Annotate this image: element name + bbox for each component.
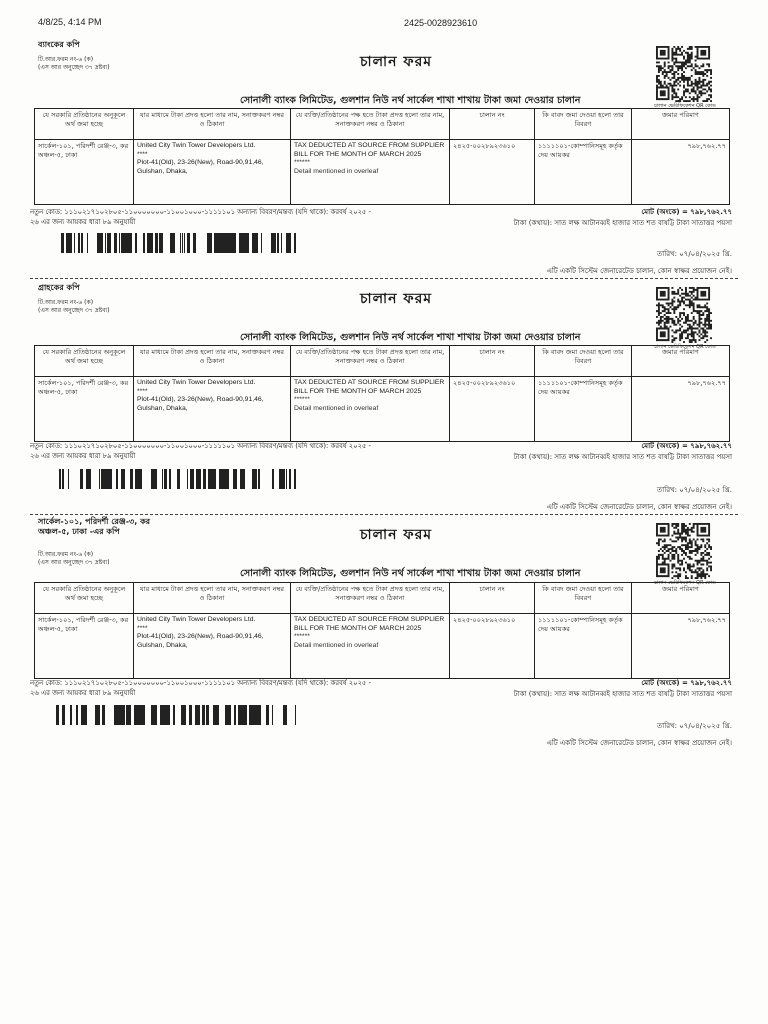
- description-cell: ১১১১১০১-কোম্পানিসমূহ কর্তৃক দেয় আয়কর: [535, 140, 632, 205]
- col-header-challan-no: চালান নং: [450, 583, 535, 614]
- col-header-amount: জমার পরিমাণ: [632, 583, 730, 614]
- office-cell: সার্কেল-১০১, পরিদর্শী রেঞ্জ-৩, কর অঞ্চল-৫, ঢাকা: [35, 614, 134, 679]
- code-line: নতুন কোড: ১১১০২১৭১০২৮০৫-১১০০০০০০০-১১০০১০০০-১১১১১০১ অন্যান্য বিবরণ/মন্তব্য (যদি থাকে): করবর্ষ ২০২৫ -: [30, 442, 371, 450]
- col-header-description: কি বাবদ জমা দেওয়া হলো তার বিবরণ: [535, 583, 632, 614]
- col-header-behalf: যে ব্যক্তি/প্রতিষ্ঠানের পক্ষ হতে টাকা প্রদত্ত হলো তার নাম, সনাক্তকরণ নম্বর ও ঠিকানা: [291, 109, 450, 140]
- total-amount: মোট (অংকে) = ৭৯৮,৭৬২.৭৭: [641, 208, 732, 216]
- qr-code-icon: [652, 523, 716, 579]
- barcode-icon: [56, 469, 296, 489]
- payer-name: United City Twin Tower Developers Ltd.: [137, 142, 256, 149]
- copy-label: গ্রাহকের কপি: [38, 283, 80, 292]
- col-header-payer: যার মাধ্যমে টাকা প্রদত্ত হলো তার নাম, সনাক্তকরণ নম্বর ও ঠিকানা: [134, 109, 291, 140]
- col-header-payer: যার মাধ্যমে টাকা প্রদত্ত হলো তার নাম, সনাক্তকরণ নম্বর ও ঠিকানা: [134, 346, 291, 377]
- form-reference: (এস আর অনুচ্ছেদ ৩৭ দ্রষ্টব্য): [38, 64, 110, 71]
- col-header-challan-no: চালান নং: [450, 346, 535, 377]
- challan-section-office-copy: [30, 517, 738, 757]
- total-amount: মোট (অংকে) = ৭৯৮,৭৬২.৭৭: [641, 679, 732, 687]
- challan-section-bank-copy: [30, 40, 738, 280]
- purpose-cell: [291, 140, 450, 205]
- purpose-cell: [291, 377, 450, 442]
- col-header-challan-no: চালান নং: [450, 109, 535, 140]
- detail-note: Detail mentioned in overleaf: [294, 167, 379, 175]
- challan-id-header: 2425-0028923610: [404, 18, 478, 28]
- cut-line: [30, 514, 738, 515]
- table-row: [35, 140, 730, 205]
- qr-code-icon: [652, 46, 716, 102]
- challan-no-cell: ২৪২৫-০০২৮৯২৩৬১০: [450, 140, 535, 205]
- office-cell: সার্কেল-১০১, পরিদর্শী রেঞ্জ-৩, কর অঞ্চল-৫, ঢাকা: [35, 377, 134, 442]
- detail-note: Detail mentioned in overleaf: [294, 641, 379, 649]
- amount-in-words: টাকা (কথায়): সাত লক্ষ আটানব্বই হাজার সাত শত বাষট্টি টাকা সাতাত্তর পয়সা: [513, 690, 732, 698]
- col-header-behalf: যে ব্যক্তি/প্রতিষ্ঠানের পক্ষ হতে টাকা প্রদত্ত হলো তার নাম, সনাক্তকরণ নম্বর ও ঠিকানা: [291, 583, 450, 614]
- code-line: নতুন কোড: ১১১০২১৭১০২৮০৫-১১০০০০০০০-১১০০১০০০-১১১১১০১ অন্যান্য বিবরণ/মন্তব্য (যদি থাকে): করবর্ষ ২০২৫ -: [30, 679, 371, 687]
- description-cell: ১১১১১০১-কোম্পানিসমূহ কর্তৃক দেয় আয়কর: [535, 614, 632, 679]
- form-number: টি.আর.ফরম নং-৬ (ক): [38, 56, 94, 63]
- qr-caption: চালান ভেরিফিকেশন QR কোড: [654, 103, 716, 109]
- col-header-payer: যার মাধ্যমে টাকা প্রদত্ত হলো তার নাম, সনাক্তকরণ নম্বর ও ঠিকানা: [134, 583, 291, 614]
- col-header-description: কি বাবদ জমা দেওয়া হলো তার বিবরণ: [535, 109, 632, 140]
- payer-name: United City Twin Tower Developers Ltd.: [137, 616, 256, 623]
- payer-address: Plot-41(Old), 23-26(New), Road-90,91,46, Gulshan, Dhaka,: [137, 396, 264, 412]
- detail-note: Detail mentioned in overleaf: [294, 404, 379, 412]
- system-generated-note: এটি একটি সিস্টেম জেনারেটেড চালান, কোন স্বাক্ষর প্রয়োজন নেই।: [546, 503, 732, 511]
- amount-cell: ৭৯৮,৭৬২.৭৭: [632, 614, 730, 679]
- qr-caption: চালান ভেরিফিকেশন QR কোড: [654, 344, 716, 350]
- copy-label: ব্যাংকের কপি: [38, 40, 80, 49]
- system-generated-note: এটি একটি সিস্টেম জেনারেটেড চালান, কোন স্বাক্ষর প্রয়োজন নেই।: [546, 739, 732, 747]
- payer-address: Plot-41(Old), 23-26(New), Road-90,91,46, Gulshan, Dhaka,: [137, 633, 264, 649]
- bank-branch-line: সোনালী ব্যাংক লিমিটেড, গুলশান নিউ নর্থ সার্কেল শাখা শাখায় টাকা জমা দেওয়ার চালান: [240, 332, 581, 343]
- payer-name: United City Twin Tower Developers Ltd.: [137, 379, 256, 386]
- purpose-text: TAX DEDUCTED AT SOURCE FROM SUPPLIER BILL FOR THE MONTH OF MARCH 2025: [294, 616, 445, 632]
- payer-cell: [134, 140, 291, 205]
- payer-id-masked: ****: [137, 150, 148, 158]
- amount-in-words: টাকা (কথায়): সাত লক্ষ আটানব্বই হাজার সাত শত বাষট্টি টাকা সাতাত্তর পয়সা: [513, 453, 732, 461]
- form-number: টি.আর.ফরম নং-৬ (ক): [38, 299, 94, 306]
- barcode-icon: [56, 233, 296, 253]
- col-header-office: যে সরকারি প্রতিষ্ঠানের অনুকূলে অর্থ জমা হচ্ছে: [35, 109, 134, 140]
- code-line: নতুন কোড: ১১১০২১৭১০২৮০৫-১১০০০০০০০-১১০০১০০০-১১১১১০১ অন্যান্য বিবরণ/মন্তব্য (যদি থাকে): করবর্ষ ২০২৫ -: [30, 208, 371, 216]
- print-timestamp: 4/8/25, 4:14 PM: [38, 17, 102, 27]
- challan-date: তারিখ: ০৭/০৪/২০২৫ খ্রি.: [656, 486, 732, 494]
- challan-date: তারিখ: ০৭/০৪/২০২৫ খ্রি.: [656, 722, 732, 730]
- table-row: [35, 614, 730, 679]
- col-header-description: কি বাবদ জমা দেওয়া হলো তার বিবরণ: [535, 346, 632, 377]
- form-reference: (এস আর অনুচ্ছেদ ৩৭ দ্রষ্টব্য): [38, 307, 110, 314]
- amount-cell: ৭৯৮,৭৬২.৭৭: [632, 377, 730, 442]
- purpose-text: TAX DEDUCTED AT SOURCE FROM SUPPLIER BILL FOR THE MONTH OF MARCH 2025: [294, 379, 445, 395]
- challan-no-cell: ২৪২৫-০০২৮৯২৩৬১০: [450, 377, 535, 442]
- bank-branch-line: সোনালী ব্যাংক লিমিটেড, গুলশান নিউ নর্থ সার্কেল শাখা শাখায় টাকা জমা দেওয়ার চালান: [240, 568, 581, 579]
- payer-id-masked: ****: [137, 624, 148, 632]
- form-reference: (এস আর অনুচ্ছেদ ৩৭ দ্রষ্টব্য): [38, 559, 110, 566]
- payer-cell: [134, 614, 291, 679]
- challan-table: [34, 582, 730, 679]
- payer-id-masked: ****: [137, 387, 148, 395]
- col-header-amount: জমার পরিমাণ: [632, 109, 730, 140]
- purpose-masked: ******: [294, 159, 310, 166]
- cut-line: [30, 278, 738, 279]
- form-number: টি.আর.ফরম নং-৬ (ক): [38, 551, 94, 558]
- code-line-2: ২৬ এর জন্য আয়কর ধারা ৮৯ অনুযায়ী: [30, 452, 136, 460]
- payer-address: Plot-41(Old), 23-26(New), Road-90,91,46, Gulshan, Dhaka,: [137, 159, 264, 175]
- col-header-office: যে সরকারি প্রতিষ্ঠানের অনুকূলে অর্থ জমা হচ্ছে: [35, 583, 134, 614]
- code-line-2: ২৬ এর জন্য আয়কর ধারা ৮৯ অনুযায়ী: [30, 689, 136, 697]
- col-header-amount: জমার পরিমাণ: [632, 346, 730, 377]
- copy-label: সার্কেল-১০১, পরিদর্শী রেঞ্জ-৩, কর অঞ্চল-৫, ঢাকা -এর কপি: [38, 517, 151, 536]
- table-row: [35, 377, 730, 442]
- challan-table: [34, 108, 730, 205]
- challan-section-customer-copy: [30, 283, 738, 518]
- col-header-behalf: যে ব্যক্তি/প্রতিষ্ঠানের পক্ষ হতে টাকা প্রদত্ত হলো তার নাম, সনাক্তকরণ নম্বর ও ঠিকানা: [291, 346, 450, 377]
- challan-no-cell: ২৪২৫-০০২৮৯২৩৬১০: [450, 614, 535, 679]
- form-title: চালান ফরম: [360, 527, 433, 543]
- form-title: চালান ফরম: [360, 291, 433, 307]
- total-amount: মোট (অংকে) = ৭৯৮,৭৬২.৭৭: [641, 442, 732, 450]
- description-cell: ১১১১১০১-কোম্পানিসমূহ কর্তৃক দেয় আয়কর: [535, 377, 632, 442]
- barcode-icon: [56, 705, 296, 725]
- amount-cell: ৭৯৮,৭৬২.৭৭: [632, 140, 730, 205]
- code-line-2: ২৬ এর জন্য আয়কর ধারা ৮৯ অনুযায়ী: [30, 218, 136, 226]
- challan-date: তারিখ: ০৭/০৪/২০২৫ খ্রি.: [656, 250, 732, 258]
- qr-caption: চালান ভেরিফিকেশন QR কোড: [654, 580, 716, 586]
- amount-in-words: টাকা (কথায়): সাত লক্ষ আটানব্বই হাজার সাত শত বাষট্টি টাকা সাতাত্তর পয়সা: [513, 219, 732, 227]
- form-title: চালান ফরম: [360, 54, 433, 70]
- system-generated-note: এটি একটি সিস্টেম জেনারেটেড চালান, কোন স্বাক্ষর প্রয়োজন নেই।: [546, 267, 732, 275]
- purpose-masked: ******: [294, 396, 310, 403]
- office-cell: সার্কেল-১০১, পরিদর্শী রেঞ্জ-৩, কর অঞ্চল-৫, ঢাকা: [35, 140, 134, 205]
- purpose-text: TAX DEDUCTED AT SOURCE FROM SUPPLIER BILL FOR THE MONTH OF MARCH 2025: [294, 142, 445, 158]
- qr-code-icon: [652, 287, 716, 343]
- payer-cell: [134, 377, 291, 442]
- challan-table: [34, 345, 730, 442]
- bank-branch-line: সোনালী ব্যাংক লিমিটেড, গুলশান নিউ নর্থ সার্কেল শাখা শাখায় টাকা জমা দেওয়ার চালান: [240, 95, 581, 106]
- purpose-cell: [291, 614, 450, 679]
- purpose-masked: ******: [294, 633, 310, 640]
- col-header-office: যে সরকারি প্রতিষ্ঠানের অনুকূলে অর্থ জমা হচ্ছে: [35, 346, 134, 377]
